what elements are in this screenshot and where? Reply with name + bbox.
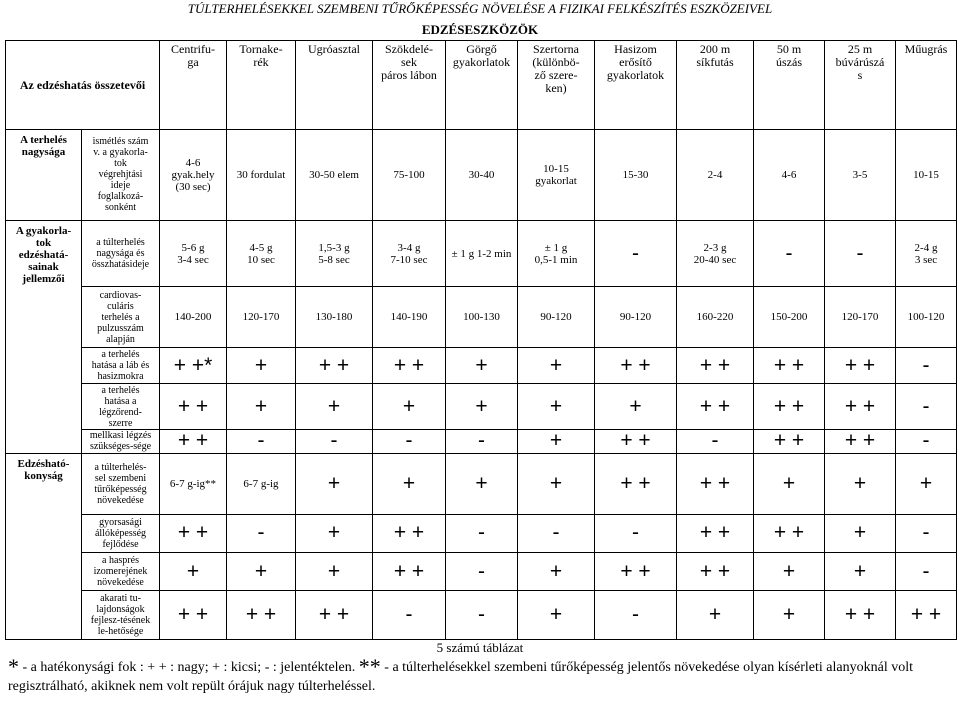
table-row [6, 553, 957, 591]
table-cell-text: 3-5 [852, 168, 868, 181]
table-cell-text: + + [699, 394, 731, 418]
table-cell-text: + + [844, 394, 876, 418]
table-cell-text: + [475, 394, 488, 418]
table-cell [446, 591, 518, 640]
column-header [446, 41, 518, 130]
table-cell [227, 384, 296, 429]
table-row [6, 348, 957, 384]
table-cell [227, 553, 296, 591]
table-cell-text: - [711, 429, 719, 453]
criterion-label-text: akarati tu- lajdonságok fejlesz-tésének le-hetősége [90, 593, 151, 638]
table-cell [373, 553, 446, 591]
table-cell-text: 130-180 [315, 311, 353, 324]
table-cell [446, 220, 518, 287]
table-cell-text: 100-130 [463, 311, 500, 324]
table-cell [896, 454, 957, 515]
footnote-text-1: - a hatékonysági fok : + + : nagy; + : kicsi; - : jelentéktelen. [19, 660, 359, 675]
criterion-label [82, 384, 160, 429]
document-subtitle: EDZÉSESZKÖZÖK [421, 22, 539, 37]
table-cell [677, 348, 754, 384]
table-cell [896, 129, 957, 220]
table-cell [595, 514, 677, 552]
table-cell-text: + + [699, 559, 731, 583]
column-header-text: Hasizom erősítő gyakorlatok [606, 42, 665, 82]
table-cell-text: + + [177, 394, 209, 418]
table-cell-text: + + [393, 353, 425, 377]
table-cell-text: + [402, 394, 416, 418]
table-cell-text: 10-15 gyakorlat [535, 162, 577, 187]
table-caption: 5 számú táblázat [436, 640, 524, 655]
criterion-label [82, 514, 160, 552]
table-cell [160, 348, 227, 384]
table-cell [160, 591, 227, 640]
table-cell [595, 287, 677, 348]
table-cell [296, 454, 373, 515]
table-cell [825, 287, 896, 348]
column-header-text: Műugrás [904, 42, 948, 56]
footnote [8, 654, 958, 696]
table-cell-text: + + [620, 429, 651, 453]
table-cell [227, 348, 296, 384]
table-cell-text: 10-15 [913, 168, 939, 181]
corner-header-text: Az edzéshatás összetevői [19, 77, 146, 92]
table-cell [595, 429, 677, 453]
criterion-label-text: a hasprés izomerejének növekedése [93, 555, 148, 589]
table-cell [595, 591, 677, 640]
table-cell-text: - [478, 559, 485, 583]
group-label-text: A terhelés nagysága [20, 133, 67, 158]
table-cell [373, 591, 446, 640]
table-cell [296, 553, 373, 591]
table-cell-text: + [782, 603, 796, 627]
table-cell [825, 348, 896, 384]
table-cell-text: - [632, 241, 639, 265]
criterion-label-text: gyorsasági állóképesség fejlődése [94, 516, 147, 550]
table-cell [296, 220, 373, 287]
table-cell [677, 454, 754, 515]
table-cell-text: + [853, 521, 867, 545]
criterion-label-text: ismétlés szám v. a gyakorla- tok végrehjtási ideje foglalkozá- sonként [92, 136, 149, 214]
table-cell [296, 287, 373, 348]
column-header [296, 41, 373, 130]
criterion-label [82, 429, 160, 453]
table-cell [595, 384, 677, 429]
table-cell-text: + [708, 603, 722, 627]
column-header [896, 41, 957, 130]
table-cell [595, 220, 677, 287]
table-cell [825, 454, 896, 515]
column-header-text: 25 m búvárúszá s [835, 42, 885, 82]
group-label [6, 454, 82, 640]
table-cell-text: 3-4 g 7-10 sec [390, 241, 428, 266]
table-cell-text: + + [844, 603, 876, 627]
table-cell [446, 129, 518, 220]
table-row [6, 591, 957, 640]
table-cell [595, 129, 677, 220]
table-cell-text: 140-200 [174, 311, 212, 324]
table-cell [825, 384, 896, 429]
table-cell [296, 591, 373, 640]
table-cell [825, 429, 896, 453]
table-cell-text: + + [844, 429, 876, 453]
criterion-label-text: mellkasi légzés szükséges-sége [89, 430, 152, 453]
table-cell-text: - [330, 429, 338, 453]
table-cell-text: + [629, 394, 642, 418]
table-cell-text: + + [699, 471, 731, 495]
table-cell-text: - [405, 603, 413, 627]
table-cell-text: + [549, 603, 563, 627]
table-cell-text: + [549, 394, 563, 418]
table-cell [595, 348, 677, 384]
table-cell [227, 454, 296, 515]
table-cell [754, 514, 825, 552]
table-cell [296, 348, 373, 384]
table-cell [677, 591, 754, 640]
table-cell [296, 514, 373, 552]
table-cell-text: 6-7 g-ig** [169, 477, 217, 490]
table-cell-text: - [478, 603, 485, 627]
table-cell [754, 220, 825, 287]
table-cell [518, 129, 595, 220]
criterion-label [82, 129, 160, 220]
table-cell-text: + + [318, 603, 350, 627]
column-header [160, 41, 227, 130]
table-cell-text: + + [177, 521, 209, 545]
table-cell [825, 553, 896, 591]
table-cell [677, 287, 754, 348]
table-cell [227, 591, 296, 640]
table-cell [446, 384, 518, 429]
table-cell-text: 2-3 g 20-40 sec [693, 241, 737, 266]
table-cell-text: - [478, 521, 485, 545]
table-cell-text: - [785, 241, 793, 265]
table-cell [160, 220, 227, 287]
document-title: TÚLTERHELÉSEKKEL SZEMBENI TŰRŐKÉPESSÉG NÖVELÉSE A FIZIKAI FELKÉSZÍTÉS ESZKÖZEIVEL [187, 1, 773, 16]
table-cell [160, 514, 227, 552]
table-cell [754, 553, 825, 591]
footnote-star: * [8, 654, 19, 679]
table-row [6, 429, 957, 453]
table-cell-text: + + [318, 353, 350, 377]
table-cell-text: + [782, 559, 796, 583]
table-cell [296, 384, 373, 429]
criterion-label-text: a túlterhelés- sel szembeni tűrőképesség növekedése [94, 461, 147, 506]
table-cell-text: + [853, 471, 867, 495]
table-cell-text: - [922, 559, 930, 583]
training-effects-table [5, 40, 957, 640]
table-cell-text: 1,5-3 g 5-8 sec [318, 241, 350, 266]
table-cell-text: + [327, 521, 341, 545]
table-cell-text: 4-5 g 10 sec [247, 241, 275, 266]
table-cell-text: 75-100 [393, 168, 425, 181]
column-header [677, 41, 754, 130]
table-row [6, 287, 957, 348]
table-cell [160, 384, 227, 429]
table-cell [677, 429, 754, 453]
column-header-text: 200 m síkfutás [696, 42, 734, 69]
table-cell [825, 220, 896, 287]
table-cell [160, 454, 227, 515]
table-cell [227, 129, 296, 220]
table-cell [446, 454, 518, 515]
table-row [6, 220, 957, 287]
table-cell-text: + [549, 353, 563, 377]
group-label-text: Edzésható- konyság [17, 458, 70, 483]
column-header-text: Görgő gyakorlatok [452, 42, 511, 69]
table-cell [373, 129, 446, 220]
column-header-text: Tornake- rék [239, 42, 283, 69]
table-cell-text: - [922, 429, 930, 453]
criterion-label [82, 220, 160, 287]
table-cell-text: + [549, 471, 563, 495]
table-cell [227, 220, 296, 287]
table-cell-text: + + [620, 353, 651, 377]
table-cell [446, 553, 518, 591]
table-cell-text: + + [773, 353, 805, 377]
table-cell [518, 287, 595, 348]
table-cell-text: 5-6 g 3-4 sec [177, 241, 209, 266]
table-cell [160, 129, 227, 220]
table-cell [227, 514, 296, 552]
footnote-text-2: - a túlterhelésekkel szembeni tűrőképesség jelentős növekedése olyan kísérleti alanyoknál volt regisztrálható, akiknek nem volt repült órájuk nagy túlterheléssel. [8, 660, 913, 694]
criterion-label-text: a túlterhelés nagysága és összhatásideje [91, 237, 150, 271]
column-header [373, 41, 446, 130]
table-cell-text: + [475, 353, 488, 377]
column-header-text: Szökdelé- sek páros lábon [381, 42, 437, 82]
table-cell-text: + [919, 471, 933, 495]
table-cell [160, 429, 227, 453]
table-cell [518, 454, 595, 515]
table-cell [446, 287, 518, 348]
column-header-text: Ugróasztal [308, 42, 360, 56]
table-cell [754, 348, 825, 384]
table-cell-text: - [922, 353, 930, 377]
column-header [825, 41, 896, 130]
table-cell-text: - [632, 521, 639, 545]
table-cell-text: + + [773, 521, 805, 545]
criterion-label-text: a terhelés hatása a láb és hasizmokra [91, 349, 150, 383]
table-cell [896, 384, 957, 429]
table-cell-text: - [405, 429, 413, 453]
table-row [6, 129, 957, 220]
table-cell [518, 220, 595, 287]
table-cell [677, 553, 754, 591]
table-cell-text: - [922, 521, 930, 545]
table-cell-text: - [922, 394, 930, 418]
table-cell [896, 220, 957, 287]
corner-header [6, 41, 160, 130]
table-cell-text: + [327, 559, 341, 583]
table-cell [595, 454, 677, 515]
table-cell [677, 514, 754, 552]
table-cell [160, 553, 227, 591]
table-cell-text: + + [910, 603, 942, 627]
table-cell [518, 514, 595, 552]
table-cell [296, 129, 373, 220]
table-cell-text: - [257, 429, 265, 453]
column-header [227, 41, 296, 130]
criterion-label [82, 454, 160, 515]
table-cell [754, 129, 825, 220]
criterion-label-text: a terhelés hatása a légzőrend- szerre [99, 384, 142, 429]
criterion-label [82, 553, 160, 591]
table-cell-text: + [475, 471, 488, 495]
table-cell [446, 429, 518, 453]
table-row [6, 514, 957, 552]
table-cell-text: ± 1 g 0,5-1 min [534, 241, 578, 266]
criterion-label [82, 348, 160, 384]
table-cell [754, 591, 825, 640]
table-cell [825, 514, 896, 552]
column-header-text: Centrifu- ga [171, 42, 215, 69]
table-cell-text: 160-220 [696, 311, 734, 324]
table-cell-text: 140-190 [390, 311, 428, 324]
table-cell-text: + [186, 559, 200, 583]
table-cell [896, 287, 957, 348]
table-cell-text: + + [699, 353, 731, 377]
table-cell [595, 553, 677, 591]
table-cell [518, 348, 595, 384]
column-header [595, 41, 677, 130]
group-label [6, 220, 82, 453]
table-cell [518, 591, 595, 640]
table-cell [677, 129, 754, 220]
table-cell [373, 220, 446, 287]
table-cell [825, 591, 896, 640]
table-cell [373, 514, 446, 552]
table-cell [754, 429, 825, 453]
column-header [518, 41, 595, 130]
table-cell-text: + +* [173, 353, 213, 377]
group-label [6, 129, 82, 220]
table-cell-text: + + [393, 521, 425, 545]
table-cell [373, 287, 446, 348]
table-row [6, 454, 957, 515]
table-cell-text: 4-6 [781, 168, 797, 181]
table-cell [677, 384, 754, 429]
table-cell-text: + + [245, 603, 277, 627]
table-cell-text: + + [773, 429, 805, 453]
table-cell [754, 384, 825, 429]
table-cell [518, 384, 595, 429]
table-cell-text: + + [393, 559, 425, 583]
table-cell [446, 514, 518, 552]
table-cell-text: 100-120 [907, 311, 945, 324]
table-row [6, 384, 957, 429]
table-cell [446, 348, 518, 384]
table-cell [227, 429, 296, 453]
table-cell [754, 454, 825, 515]
table-cell [296, 429, 373, 453]
table-cell [373, 454, 446, 515]
table-cell-text: - [552, 521, 560, 545]
table-cell-text: + + [699, 521, 731, 545]
table-cell [518, 553, 595, 591]
table-cell [896, 553, 957, 591]
table-cell-text: 30-40 [468, 168, 495, 181]
table-cell-text: 120-170 [242, 311, 280, 324]
table-cell-text: 120-170 [841, 311, 879, 324]
column-header-text: 50 m úszás [776, 42, 802, 69]
table-cell-text: + [782, 471, 796, 495]
table-cell-text: + + [177, 429, 209, 453]
table-cell-text: + [327, 394, 341, 418]
table-cell [896, 591, 957, 640]
footnote-double-star: ** [358, 654, 381, 679]
table-cell-text: + [549, 429, 563, 453]
table-cell-text: + + [620, 559, 651, 583]
table-cell [373, 348, 446, 384]
table-cell-text: + + [177, 603, 209, 627]
table-cell [754, 287, 825, 348]
table-cell-text: 6-7 g-ig [243, 477, 279, 490]
table-cell-text: 15-30 [622, 168, 649, 181]
criterion-label [82, 287, 160, 348]
table-cell-text: - [856, 241, 864, 265]
header-row [6, 41, 957, 130]
table-cell-text: + [853, 559, 867, 583]
table-cell-text: 2-4 [707, 168, 723, 181]
table-cell-text: + + [844, 353, 876, 377]
table-cell-text: 90-120 [619, 311, 652, 324]
table-cell-text: + [549, 559, 563, 583]
table-cell-text: + + [773, 394, 805, 418]
table-cell-text: + [254, 559, 268, 583]
criterion-label-text: cardiovas- culáris terhelés a pulzusszám alapján [97, 289, 144, 345]
table-cell-text: 90-120 [540, 311, 572, 324]
table-cell-text: 150-200 [770, 311, 808, 324]
table-cell [160, 287, 227, 348]
table-cell [825, 129, 896, 220]
table-cell-text: 2-4 g 3 sec [914, 241, 938, 266]
table-cell-text: 30-50 elem [309, 168, 359, 181]
column-header [754, 41, 825, 130]
table-cell-text: + [402, 471, 416, 495]
table-cell-text: + [254, 353, 268, 377]
table-cell-text: 4-6 gyak.hely (30 sec) [171, 156, 215, 193]
table-cell-text: + [254, 394, 268, 418]
table-cell-text: - [632, 603, 639, 627]
table-cell [896, 514, 957, 552]
table-cell-text: + [327, 471, 341, 495]
table-cell [677, 220, 754, 287]
table-cell [518, 429, 595, 453]
table-cell [896, 348, 957, 384]
table-cell [373, 384, 446, 429]
criterion-label [82, 591, 160, 640]
column-header-text: Szertorna (különbö- ző szere- ken) [532, 42, 580, 95]
table-cell [896, 429, 957, 453]
table-cell-text: ± 1 g 1-2 min [451, 247, 512, 260]
table-cell-text: 30 fordulat [236, 168, 286, 181]
table-cell [373, 429, 446, 453]
group-label-text: A gyakorla- tok edzéshatá- sainak jellemzői [15, 224, 72, 285]
table-cell [227, 287, 296, 348]
table-cell-text: - [257, 521, 265, 545]
table-cell-text: + + [620, 471, 651, 495]
table-cell-text: - [478, 429, 485, 453]
